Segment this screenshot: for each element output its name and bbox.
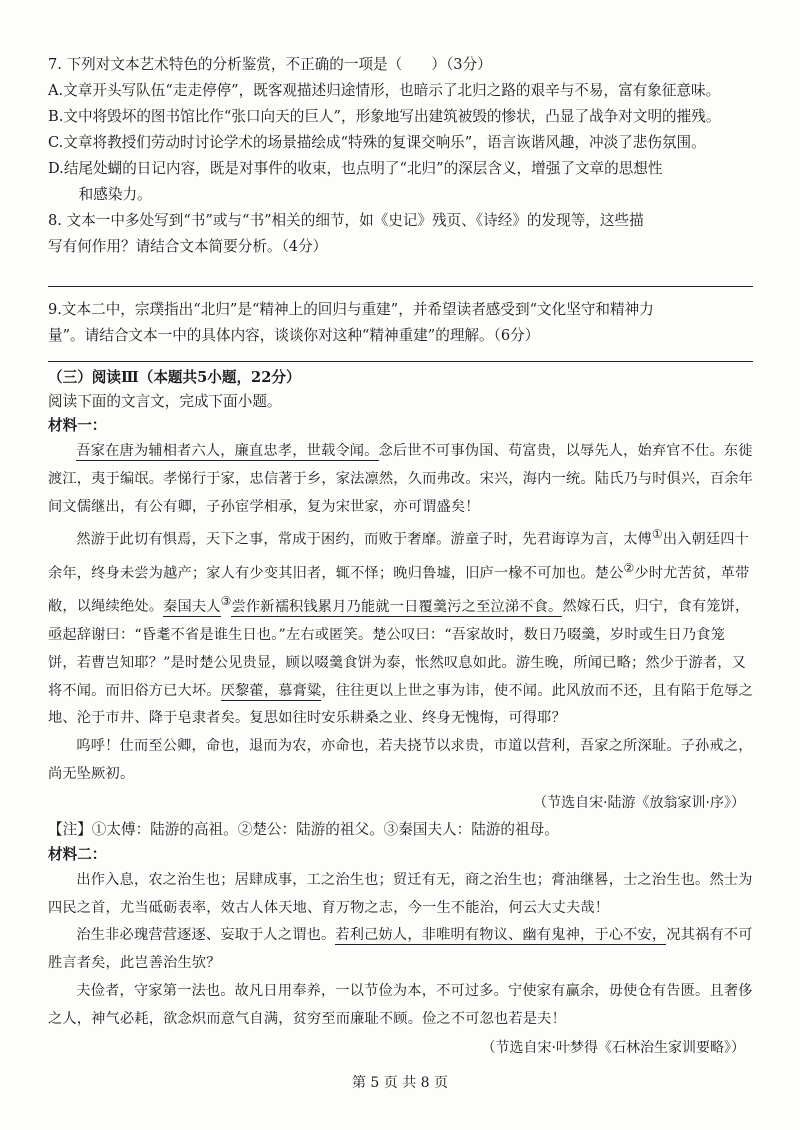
underlined-sentence-2b: 尝作新襦积钱累月乃能就一日覆羹污之至泣涕不食。 (231, 599, 563, 616)
material1-paragraph-2: 然游于此切有惧焉，天下之事，常成于困约，而败于奢靡。游童子时，先君诲谆为言，太傅①出入朝廷四十余年，终身未尝为越产；家人有少变其旧者，辄不怿；晚归鲁墟，旧庐一椽不可加也。楚公②少时尤苦贫，革带敝，以绳续绝处。秦国夫人③尝作新襦积钱累月乃能就一日覆羹污之至泣涕不食。然嫁石氏，归宁，食有笼饼，亟起辞谢曰：“昏耄不省是谁生日也。”左右或匿笑。楚公叹曰：“吾家故时，数日乃啜羹，岁时或生日乃食笼饼，若曹岂知耶？”是时楚公见贵显，顾以啜羹食饼为泰，怅然叹息如此。游生晚，所闻已略；然少于游者，又将不闻。而旧俗方已大坏。厌黎藿，慕膏粱，往往更以上世之事为讳，使不闻。此风放而不还，且有陷于危辱之地、沦于市井、降于皂隶者矣。复思如往时安乐耕桑之业、终身无愧悔，可得耶？ (48, 527, 754, 727)
material1-paragraph-1: 吾家在唐为辅相者六人，廉直忠孝，世载令闻。念后世不可事伪国、苟富贵，以辱先人，始弃官不仕。东徙渡江，夷于编氓。孝悌行于家，忠信著于乡，家法凛然，久而弗改。宋兴，海内一统。陆氏乃与时俱兴，百余年间文儒继出，有公有卿，子孙宦学相承，复为宋世家，亦可谓盛矣！ (48, 443, 753, 515)
q7-option-d: D.结尾处蝴的日记内容，既是对事件的收束，也点明了“北归”的深层含义，增强了文章的思想性 (48, 160, 663, 177)
q8-line2: 写有何作用？请结合文本简要分析。（4分） (48, 238, 328, 255)
q9-line2: 量”。请结合文本一中的具体内容，谈谈你对这种“精神重建”的理解。（6分） (48, 327, 540, 344)
underlined-sentence-1: 吾家在唐为辅相者六人，廉直忠孝，世载令闻。 (76, 443, 379, 459)
underlined-phrase-3: 厌黎藿，慕膏粱 (220, 682, 322, 699)
material2-paragraph-2: 治生非必瑰营营逐逐、妄取于人之谓也。若利己妨人，非唯明有物议、幽有鬼神，于心不安，况其祸有不可胜言者矣，此岂善治生欤？ (48, 927, 753, 972)
q7-stem: 7. 下列对文本艺术特色的分析鉴赏，不正确的一项是（ ）（3分） (48, 56, 492, 73)
note-marker-1: ① (651, 527, 663, 542)
material2-paragraph-3: 夫俭者，守家第一法也。故凡日用奉养，一以节俭为本，不可过多。宁使家有赢余，毋使仓有告匮。且奢侈之人，神气必耗，欲念炽而意气自满，贫穷至而廉耻不顾。俭之不可忽也若是夫！ (48, 982, 753, 1027)
footnotes: 【注】①太傅：陆游的高祖。②楚公：陆游的祖父。③秦国夫人：陆游的祖母。 (48, 820, 559, 838)
q7-option-d-cont: 和感染力。 (78, 186, 152, 203)
q8-line1: 8. 文本一中多处写到“书”或与“书”相关的细节，如《史记》残页、《诗经》的发现等，这些描 (48, 212, 644, 229)
exam-page (48, 52, 753, 1062)
underlined-sentence-4: 若利己妨人，非唯明有物议、幽有鬼神，于心不安， (335, 927, 667, 944)
material2-paragraph-1: 出作入息，农之治生也；居肆成事，工之治生也；贸迁有无，商之治生也；膏油继晷，士之治生也。然士为四民之首，尤当砥砺表率，效古人体天地、育万物之志，今一生不能治，何云大丈夫哉！ (48, 871, 753, 916)
material1-source: （节选自宋·陆游《放翁家训·序》） (533, 794, 745, 811)
note-marker-3: ③ (220, 594, 232, 609)
material1-label: 材料一： (48, 417, 107, 434)
q7-option-c: C.文章将教授们劳动时讨论学术的场景描绘成“特殊的复课交响乐”，语言诙谐风趣，冲淡了悲伤氛围。 (48, 134, 706, 151)
section3-intro: 阅读下面的文言文，完成下面小题。 (48, 393, 282, 410)
q9-line1: 9.文本二中，宗璞指出“北归”是“精神上的回归与重建”，并希望读者感受到“文化坚守和精神力 (48, 301, 654, 318)
material2-source: （节选自宋·叶梦得《石林治生家训要略》） (481, 1039, 745, 1056)
material1-paragraph-3: 呜呼！仕而至公卿，命也，退而为农，亦命也，若夫挠节以求贵，市道以营利，吾家之所深耻。子孙戒之，尚无坠厥初。 (48, 738, 753, 782)
note-marker-2: ② (623, 560, 635, 575)
page-footer: 第 5 页 共 8 页 (351, 1075, 449, 1091)
q7-option-a: A.文章开头写队伍“走走停停”，既客观描述归途情形，也暗示了北归之路的艰辛与不易，富有象征意味。 (48, 82, 721, 99)
material2-label: 材料二： (48, 845, 107, 863)
q7-option-b: B.文中将毁坏的图书馆比作“张口向天的巨人”，形象地写出建筑被毁的惨状，凸显了战争对文明的摧残。 (48, 108, 721, 125)
underlined-sentence-2a: 秦国夫人 (163, 599, 221, 616)
section3-heading: （三）阅读Ⅲ（本题共5小题，22分） (48, 369, 301, 386)
